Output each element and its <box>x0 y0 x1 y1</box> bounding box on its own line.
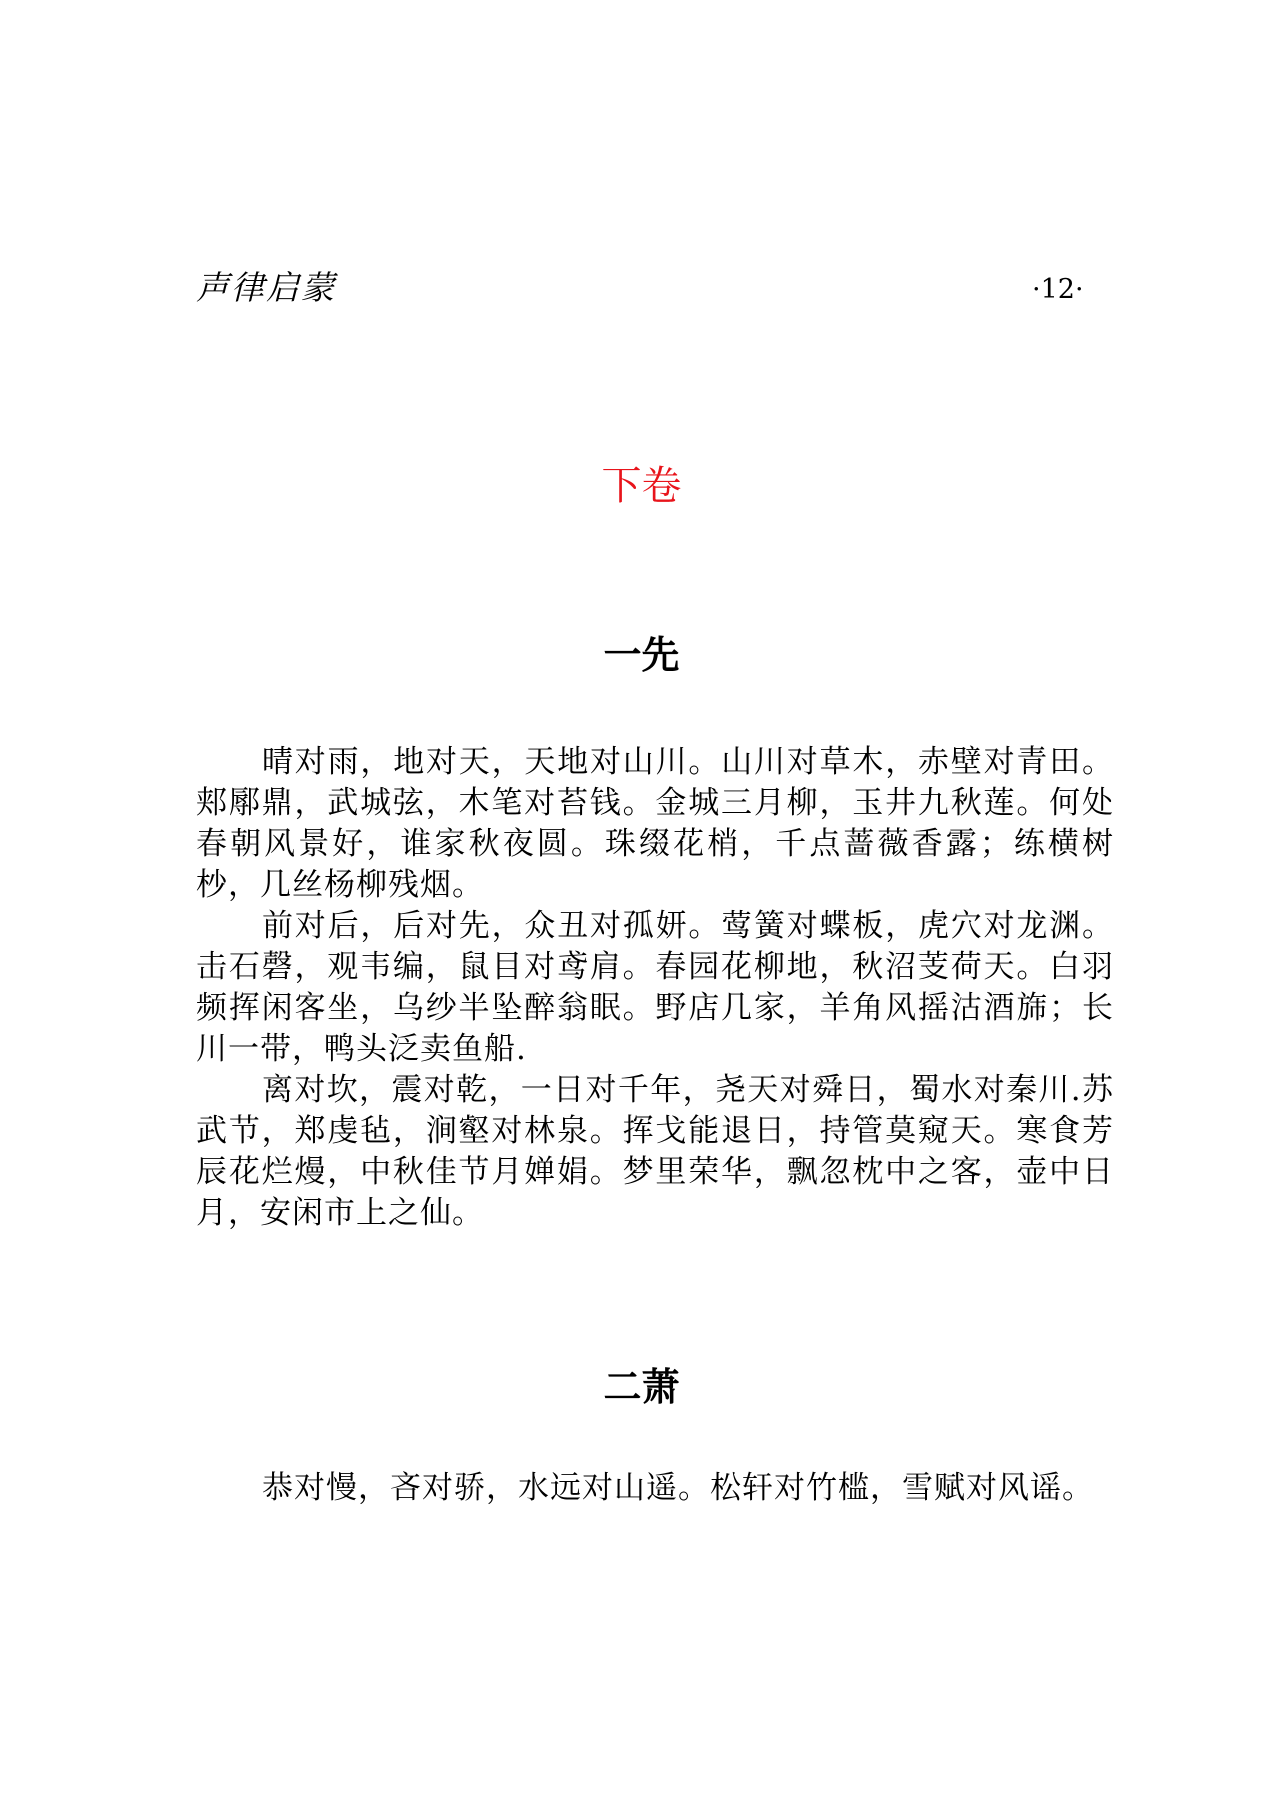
page-number: ·12· <box>1032 274 1084 305</box>
section-title-yi-xian: 一先 <box>603 633 680 677</box>
section-body-er-xiao <box>196 1468 1114 1509</box>
section-title-er-xiao: 二萧 <box>603 1365 680 1409</box>
volume-title: 下卷 <box>601 463 682 509</box>
paragraph: 晴对雨，地对天，天地对山川。山川对草木，赤壁对青田。郏鄏鼎，武城弦，木笔对苔钱。金城三月柳，玉井九秋莲。何处春朝风景好，谁家秋夜圆。珠缀花梢，千点蔷薇香露；练横树杪，几丝杨柳残烟。 <box>196 744 1114 903</box>
paragraph: 前对后，后对先，众丑对孤妍。莺簧对蝶板，虎穴对龙渊。击石磬，观韦编，鼠目对鸢肩。春园花柳地，秋沼芰荷天。白羽频挥闲客坐，乌纱半坠醉翁眠。野店几家，羊角风摇沽酒旆；长川一带，鸭头泛卖鱼船. <box>196 908 1114 1067</box>
paragraph: 离对坎，震对乾，一日对千年，尧天对舜日，蜀水对秦川.苏武节，郑虔毡，涧壑对林泉。挥戈能退日，持管莫窥天。寒食芳辰花烂熳，中秋佳节月婵娟。梦里荣华，飘忽枕中之客，壶中日月，安闲市上之仙。 <box>196 1072 1114 1231</box>
section-body-yi-xian <box>196 742 1114 1234</box>
paragraph: 恭对慢，吝对骄，水远对山遥。松轩对竹槛，雪赋对风谣。 <box>262 1470 1094 1506</box>
book-title: 声律启蒙 <box>196 268 336 307</box>
